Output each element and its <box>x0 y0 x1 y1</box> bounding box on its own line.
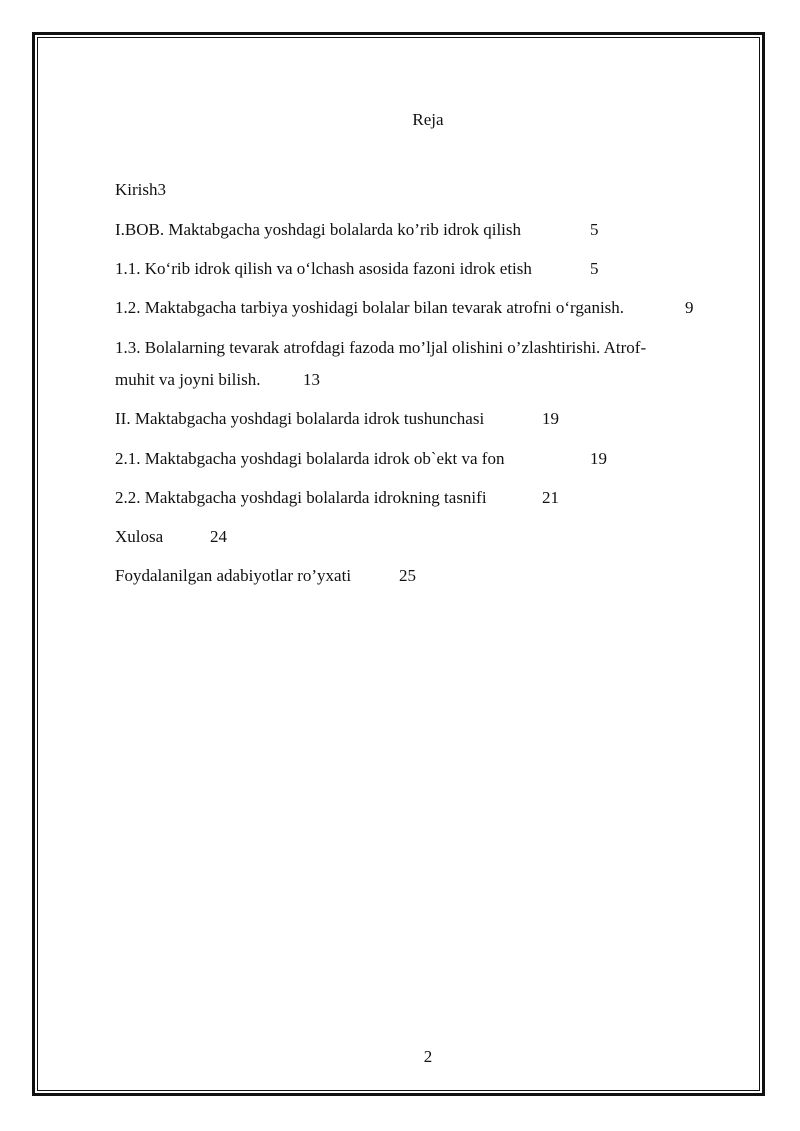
toc-page-references: 25 <box>399 566 416 585</box>
toc-entry-1-1: 1.1. Ko‘rib idrok qilish va o‘lchash asosida fazoni idrok etish <box>115 259 532 278</box>
toc-entry-chapter-1: I.BOB. Maktabgacha yoshdagi bolalarda ko’rib idrok qilish <box>115 220 522 239</box>
page-number: 2 <box>423 1047 433 1066</box>
toc-page-xulosa: 24 <box>210 527 227 546</box>
toc-entry-2-1: 2.1. Maktabgacha yoshdagi bolalarda idrok ob`ekt va fon <box>115 449 505 468</box>
toc-page-1-3: 13 <box>303 370 320 389</box>
toc-entry-kirish: Kirish3 <box>115 180 166 199</box>
toc-entry-references: Foydalanilgan adabiyotlar ro’yxati <box>115 566 352 585</box>
toc-entry-xulosa: Xulosa <box>115 527 164 546</box>
toc-entry-chapter-2: II. Maktabgacha yoshdagi bolalarda idrok tushunchasi <box>115 409 485 428</box>
toc-entry-1-2: 1.2. Maktabgacha tarbiya yoshidagi bolalar bilan tevarak atrofni o‘rganish. <box>115 298 625 317</box>
toc-page-2-1: 19 <box>590 449 607 468</box>
toc-page-1-1: 5 <box>590 259 599 278</box>
toc-page-chapter-2: 19 <box>542 409 559 428</box>
toc-page-chapter-1: 5 <box>590 220 599 239</box>
toc-entry-2-2: 2.2. Maktabgacha yoshdagi bolalarda idrokning tasnifi <box>115 488 487 507</box>
document-title: Reja <box>412 110 444 129</box>
toc-entry-1-3-continued: muhit va joyni bilish. <box>115 370 261 389</box>
toc-page-1-2: 9 <box>685 298 694 317</box>
toc-entry-1-3: 1.3. Bolalarning tevarak atrofdagi fazoda mo’ljal olishini o’zlashtirishi. Atrof- <box>115 338 647 357</box>
toc-page-2-2: 21 <box>542 488 559 507</box>
